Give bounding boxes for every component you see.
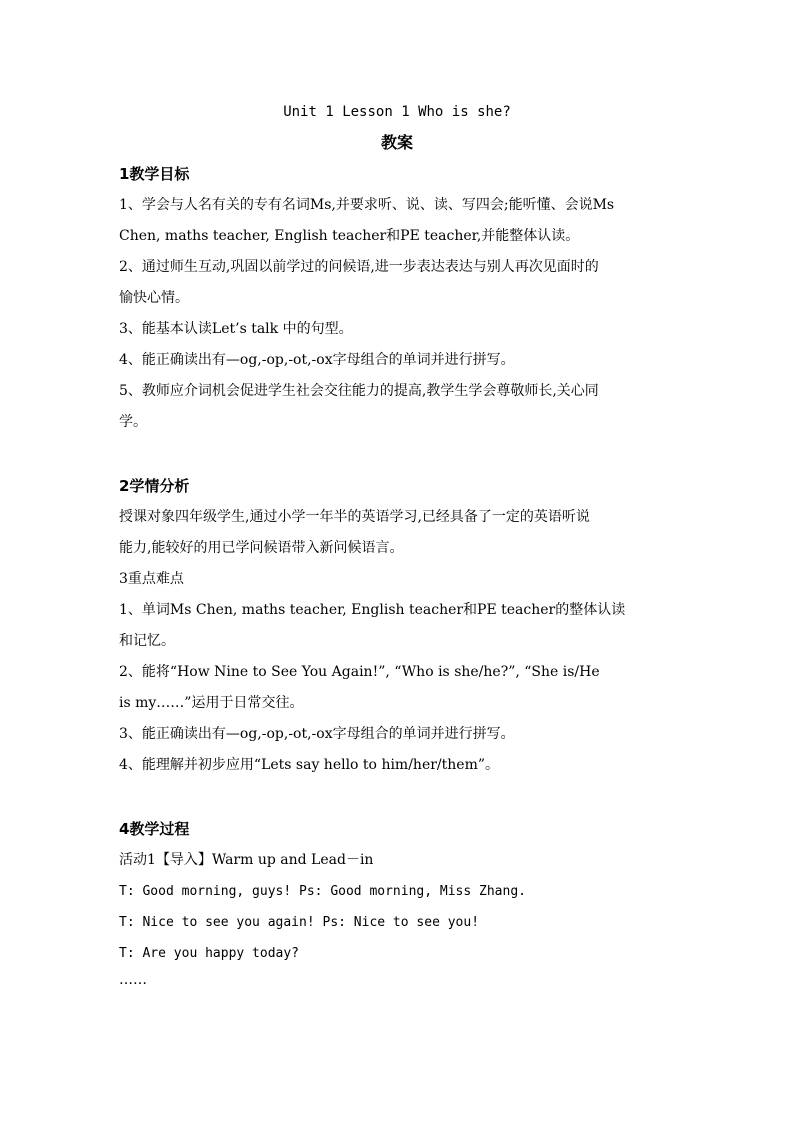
paragraph-line: 和记忆。 [119,633,175,649]
section-heading: 1教学目标 [119,165,190,183]
section-heading: 2学情分析 [119,477,190,495]
paragraph-line: 授课对象四年级学生,通过小学一年半的英语学习,已经具备了一定的英语听说 [119,509,590,525]
paragraph-line: 3、能正确读出有—og,-op,-ot,-ox字母组合的单词并进行拼写。 [119,726,515,742]
paragraph-line: Chen, maths teacher, English teacher和PE teacher,并能整体认读。 [119,228,580,244]
paragraph-line: 1、单词Ms Chen, maths teacher, English teacher和PE teacher的整体认读 [119,602,626,618]
dialogue-line: T: Nice to see you again! Ps: Nice to see you! [119,915,480,930]
section-learner-analysis [119,471,679,781]
dialogue-line: T: Are you happy today? [119,946,300,961]
section-heading: 3重点难点 [119,571,184,587]
activity-title: 活动1【导入】Warm up and Lead－in [119,852,374,868]
paragraph-line: 2、通过师生互动,巩固以前学过的问候语,进一步表达表达与别人再次见面时的 [119,259,599,275]
document-title: Unit 1 Lesson 1 Who is she? [283,104,511,120]
ellipsis-line: …… [119,972,147,988]
paragraph-line: 3、能基本认读Let’s talk 中的句型。 [119,321,353,337]
paragraph-line: 能力,能较好的用已学问候语带入新问候语言。 [119,540,404,556]
paragraph-line: 2、能将“How Nine to See You Again!”, “Who is she/he?”, “She is/He [119,664,600,680]
paragraph-line: 愉快心情。 [119,290,189,306]
section-teaching-objectives [119,159,679,438]
paragraph-line: 学。 [119,414,147,430]
paragraph-line: 5、教师应介词机会促进学生社会交往能力的提高,教学生学会尊敬师长,关心同 [119,383,599,399]
paragraph-line: is my……”运用于日常交往。 [119,695,304,711]
section-teaching-process [119,814,679,991]
paragraph-line: 4、能理解并初步应用“Lets say hello to him/her/them”。 [119,757,499,773]
dialogue-line: T: Good morning, guys! Ps: Good morning, Miss Zhang. [119,884,526,899]
paragraph-line: 1、学会与人名有关的专有名词Ms,并要求听、说、读、写四会;能听懂、会说Ms [119,197,615,213]
section-heading: 4教学过程 [119,820,190,838]
paragraph-line: 4、能正确读出有—og,-op,-ot,-ox字母组合的单词并进行拼写。 [119,352,515,368]
document-subtitle: 教案 [380,133,413,152]
